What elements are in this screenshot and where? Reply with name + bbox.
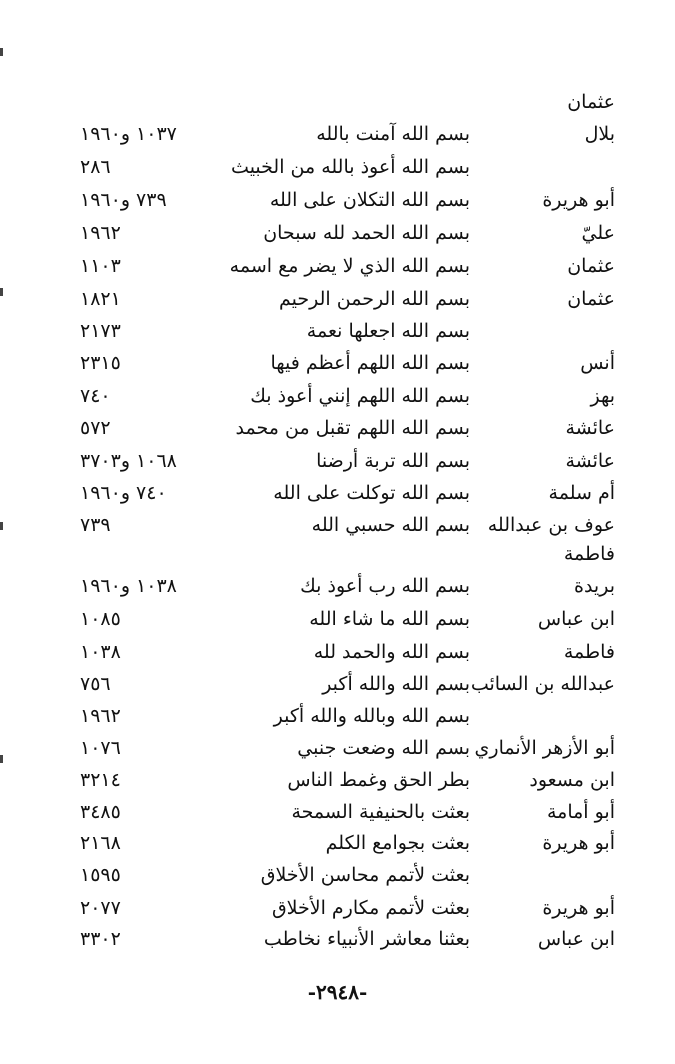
narrator-name: بريدة bbox=[574, 575, 615, 597]
narrator-name: أبو هريرة bbox=[542, 832, 615, 854]
hadith-phrase: بسم الله الحمد لله سبحان bbox=[263, 222, 470, 244]
hadith-phrase: بسم الله أعوذ بالله من الخبيث bbox=[231, 156, 470, 178]
index-row bbox=[0, 315, 675, 347]
narrator-name: عثمان bbox=[567, 255, 615, 277]
index-row bbox=[0, 668, 675, 700]
index-row bbox=[0, 538, 675, 570]
index-row bbox=[0, 764, 675, 796]
hadith-number: ١٥٩٥ bbox=[80, 864, 121, 886]
hadith-number: ١٠٣٨ و١٩٦٠ bbox=[80, 575, 177, 597]
narrator-name: عليّ bbox=[581, 222, 615, 244]
index-row bbox=[0, 250, 675, 282]
hadith-phrase: بعثت لأتمم محاسن الأخلاق bbox=[260, 864, 470, 886]
hadith-phrase: بعثت بالحنيفية السمحة bbox=[291, 801, 470, 823]
narrator-name: فاطمة bbox=[563, 543, 615, 565]
index-row bbox=[0, 283, 675, 315]
index-row bbox=[0, 509, 675, 541]
narrator-name: ابن عباس bbox=[537, 928, 615, 950]
narrator-name: أبو أمامة bbox=[546, 801, 615, 823]
hadith-phrase: بسم الله والحمد لله bbox=[313, 641, 470, 663]
hadith-phrase: بطر الحق وغمط الناس bbox=[287, 769, 470, 791]
index-row bbox=[0, 445, 675, 477]
narrator-name: أبو هريرة bbox=[542, 189, 615, 211]
hadith-number: ٧٤٠ bbox=[80, 385, 111, 407]
hadith-number: ٧٤٠ و١٩٦٠ bbox=[80, 482, 167, 504]
index-row bbox=[0, 184, 675, 216]
index-row bbox=[0, 412, 675, 444]
narrator-name: أم سلمة bbox=[548, 482, 615, 504]
hadith-number: ٢٠٧٧ bbox=[80, 897, 121, 919]
hadith-phrase: بعثت بجوامع الكلم bbox=[325, 832, 470, 854]
index-row bbox=[0, 892, 675, 924]
hadith-number: ٣٢١٤ bbox=[80, 769, 121, 791]
scan-mark bbox=[0, 522, 3, 530]
index-row bbox=[0, 827, 675, 859]
index-row bbox=[0, 636, 675, 668]
hadith-phrase: بسم الله ما شاء الله bbox=[309, 608, 470, 630]
index-row bbox=[0, 732, 675, 764]
hadith-phrase: بسم الله توكلت على الله bbox=[273, 482, 470, 504]
hadith-number: ١٠٨٥ bbox=[80, 608, 121, 630]
hadith-number: ١٩٦٢ bbox=[80, 222, 121, 244]
hadith-phrase: بسم الله الذي لا يضر مع اسمه bbox=[229, 255, 470, 277]
narrator-name: عثمان bbox=[567, 91, 615, 113]
hadith-number: ١٠٧٦ bbox=[80, 737, 121, 759]
hadith-number: ٧٥٦ bbox=[80, 673, 111, 695]
hadith-number: ١٨٢١ bbox=[80, 288, 121, 310]
hadith-phrase: بسم الله اللهم أعظم فيها bbox=[270, 352, 470, 374]
hadith-number: ١٠٣٨ bbox=[80, 641, 121, 663]
scan-mark bbox=[0, 755, 3, 763]
hadith-number: ٢٨٦ bbox=[80, 156, 111, 178]
narrator-name: فاطمة bbox=[563, 641, 615, 663]
index-row bbox=[0, 217, 675, 249]
index-row bbox=[0, 151, 675, 183]
hadith-phrase: بسم الله اللهم تقبل من محمد bbox=[235, 417, 470, 439]
narrator-name: أنس bbox=[580, 352, 615, 374]
scan-mark bbox=[0, 288, 3, 296]
index-row bbox=[0, 859, 675, 891]
hadith-number: ١٩٦٢ bbox=[80, 705, 121, 727]
narrator-name: عوف بن عبدالله bbox=[487, 514, 615, 536]
hadith-number: ٧٣٩ و١٩٦٠ bbox=[80, 189, 167, 211]
hadith-phrase: بسم الله والله أكبر bbox=[322, 673, 470, 695]
hadith-number: ٣٣٠٢ bbox=[80, 928, 121, 950]
index-row bbox=[0, 700, 675, 732]
index-row bbox=[0, 923, 675, 955]
hadith-phrase: بسم الله حسبي الله bbox=[311, 514, 470, 536]
hadith-number: ٣٤٨٥ bbox=[80, 801, 121, 823]
hadith-phrase: بسم الله رب أعوذ بك bbox=[300, 575, 470, 597]
hadith-phrase: بسم الله وضعت جنبي bbox=[297, 737, 470, 759]
hadith-number: ١١٠٣ bbox=[80, 255, 121, 277]
hadith-phrase: بسم الله الرحمن الرحيم bbox=[279, 288, 470, 310]
narrator-name: عثمان bbox=[567, 288, 615, 310]
hadith-phrase: بسم الله وبالله والله أكبر bbox=[273, 705, 470, 727]
hadith-number: ٢١٦٨ bbox=[80, 832, 121, 854]
index-row bbox=[0, 570, 675, 602]
index-row bbox=[0, 796, 675, 828]
narrator-name: بهز bbox=[590, 385, 615, 407]
hadith-number: ١٠٦٨ و٣٧٠٣ bbox=[80, 450, 177, 472]
narrator-name: عائشة bbox=[565, 450, 615, 472]
narrator-name: بلال bbox=[584, 123, 615, 145]
index-row bbox=[0, 380, 675, 412]
narrator-name: عائشة bbox=[565, 417, 615, 439]
hadith-number: ١٠٣٧ و١٩٦٠ bbox=[80, 123, 177, 145]
hadith-phrase: بسم الله آمنت بالله bbox=[316, 123, 470, 145]
index-row bbox=[0, 86, 675, 118]
hadith-phrase: بسم الله اللهم إنني أعوذ بك bbox=[250, 385, 470, 407]
index-row bbox=[0, 477, 675, 509]
narrator-name: أبو هريرة bbox=[542, 897, 615, 919]
hadith-number: ٥٧٢ bbox=[80, 417, 111, 439]
narrator-name: أبو الأزهر الأنماري bbox=[474, 737, 615, 759]
narrator-name: عبدالله بن السائب bbox=[470, 673, 615, 695]
narrator-name: ابن مسعود bbox=[529, 769, 615, 791]
hadith-number: ٧٣٩ bbox=[80, 514, 111, 536]
index-row bbox=[0, 118, 675, 150]
index-row bbox=[0, 347, 675, 379]
hadith-phrase: بسم الله اجعلها نعمة bbox=[306, 320, 470, 342]
hadith-phrase: بسم الله تربة أرضنا bbox=[316, 450, 470, 472]
hadith-number: ٢١٧٣ bbox=[80, 320, 121, 342]
scan-mark bbox=[0, 48, 3, 56]
hadith-phrase: بسم الله التكلان على الله bbox=[269, 189, 470, 211]
narrator-name: ابن عباس bbox=[537, 608, 615, 630]
hadith-phrase: بعثنا معاشر الأنبياء نخاطب bbox=[263, 928, 470, 950]
hadith-number: ٢٣١٥ bbox=[80, 352, 121, 374]
page-number: -٢٩٤٨- bbox=[307, 980, 368, 1004]
index-row bbox=[0, 603, 675, 635]
hadith-phrase: بعثت لأتمم مكارم الأخلاق bbox=[271, 897, 470, 919]
